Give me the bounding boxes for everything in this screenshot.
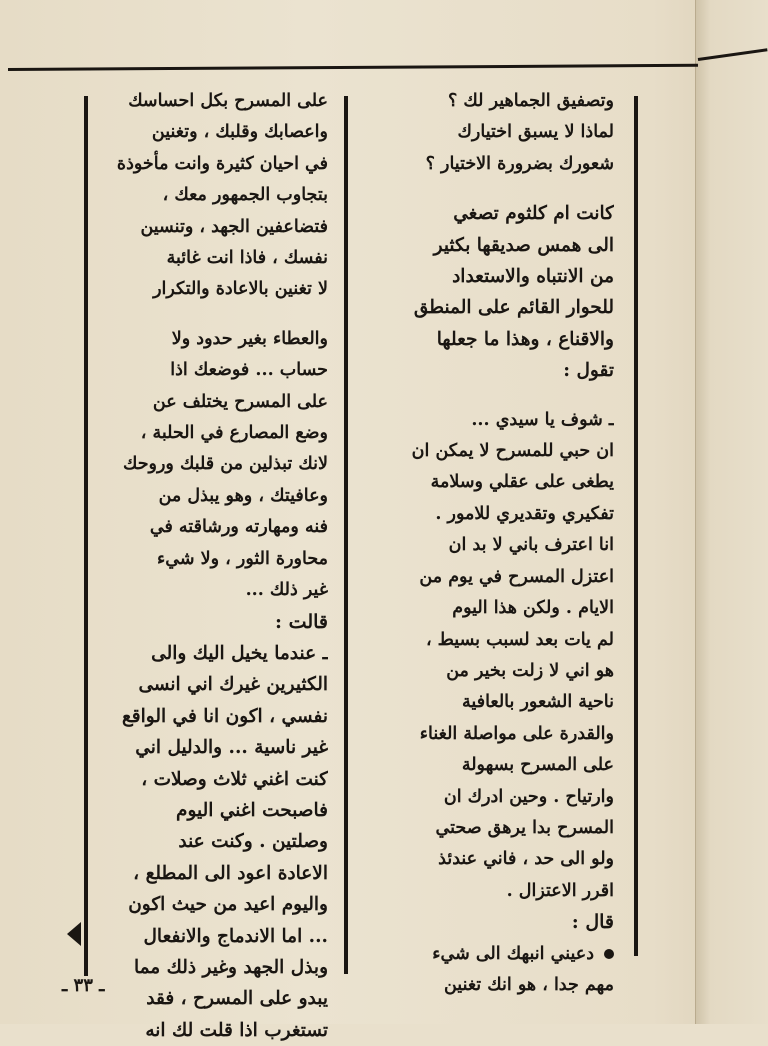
text-line: للحوار القائم على المنطق xyxy=(413,297,614,319)
text-line: ... اما الاندماج والانفعال xyxy=(143,925,328,947)
text-line: وضع المصارع في الحلبة ، xyxy=(140,423,328,444)
right-column xyxy=(368,86,614,1001)
text-line: من الانتباه والاستعداد xyxy=(452,266,614,288)
text-line: المسرح بدا يرهق صحتي xyxy=(435,817,614,838)
text-line: وصلتين . وكنت عند xyxy=(178,831,328,853)
text-line: فنه ومهارته ورشاقته في xyxy=(149,517,328,538)
text-line: دعيني انبهك الى شيء xyxy=(368,939,614,970)
text-line: بتجاوب الجمهور معك ، xyxy=(162,185,328,206)
text-line: والعطاء بغير حدود ولا xyxy=(171,328,328,349)
text-line: يبدو على المسرح ، فقد xyxy=(146,988,328,1010)
text-line: وتصفيق الجماهير لك ؟ xyxy=(448,91,614,111)
text-line: ان حبي للمسرح لا يمكن ان xyxy=(411,441,614,462)
text-line: وبذل الجهد وغير ذلك مما xyxy=(133,956,328,978)
left-column-rule xyxy=(84,96,88,976)
text-line: وعافيتك ، وهو يبذل من xyxy=(158,485,328,506)
text-line: ـ شوف يا سيدي ... xyxy=(471,409,614,430)
right-paragraph-3 xyxy=(368,405,614,908)
text-line: ولو الى حد ، فاني عندئذ xyxy=(438,849,614,870)
text-line: الكثيرين غيرك اني انسى xyxy=(138,674,328,696)
right-paragraph-2 xyxy=(368,198,614,386)
text-line: على المسرح يختلف عن xyxy=(152,391,328,412)
text-line: حساب ... فوضعك اذا xyxy=(170,360,328,381)
text-line: اعتزل المسرح في يوم من xyxy=(419,566,614,587)
text-line: تستغرب اذا قلت لك انه xyxy=(145,1019,328,1041)
left-paragraph-2 xyxy=(92,324,328,607)
said-label-female: قالت : xyxy=(275,610,328,633)
text-line: والاقناع ، وهذا ما جعلها xyxy=(436,328,614,350)
text-line: كانت ام كلثوم تصغي xyxy=(453,203,614,225)
text-line: الاعادة اعود الى المطلع ، xyxy=(133,862,328,884)
left-column xyxy=(92,86,328,1046)
left-paragraph-3 xyxy=(92,638,328,1046)
text-line: تقول : xyxy=(563,360,614,382)
text-line: نفسي ، اكون انا في الواقع xyxy=(121,705,328,727)
right-paragraph-1 xyxy=(368,86,614,180)
adjacent-page-edge xyxy=(695,0,768,1024)
center-column-rule xyxy=(344,96,348,974)
text-line: على المسرح بكل احساسك xyxy=(128,91,328,111)
text-line: محاورة الثور ، ولا شيء xyxy=(157,548,328,569)
text-line: واعصابك وقلبك ، وتغنين xyxy=(151,122,328,143)
right-column-rule xyxy=(634,96,638,956)
text-line: الى همس صديقها بكثير xyxy=(433,234,614,256)
text-line: لم يات بعد لسبب بسيط ، xyxy=(425,629,614,650)
text-line: تفكيري وتقديري للامور . xyxy=(435,503,614,524)
continue-arrow-icon xyxy=(67,922,81,946)
text-line: شعورك بضرورة الاختيار ؟ xyxy=(425,153,614,174)
text-line: ـ عندما يخيل اليك والى xyxy=(151,642,328,664)
text-line: غير ناسية ... والدليل اني xyxy=(135,737,328,759)
right-paragraph-4 xyxy=(368,939,614,1002)
text-line: اقرر الاعتزال . xyxy=(506,880,614,901)
text-line: والقدرة على مواصلة الغناء xyxy=(419,723,614,744)
page-number: ـ ٣٣ ـ xyxy=(62,975,105,996)
text-line: فتضاعفين الجهد ، وتنسين xyxy=(140,216,328,237)
text-line: مهم جدا ، هو انك تغنين xyxy=(443,974,614,995)
said-label-male: قال : xyxy=(571,911,614,934)
text-line: لانك تبذلين من قلبك وروحك xyxy=(122,454,328,475)
left-paragraph-1 xyxy=(92,86,328,306)
text-line: ناحية الشعور بالعافية xyxy=(462,692,614,713)
text-line: يطغى على عقلي وسلامة xyxy=(430,472,614,493)
text-line: هو اني لا زلت بخير من xyxy=(446,660,614,681)
text-line: انا اعترف باني لا بد ان xyxy=(448,535,614,556)
text-line: فاصبحت اغني اليوم xyxy=(176,799,328,821)
text-line: في احيان كثيرة وانت مأخوذة xyxy=(116,153,328,174)
text-line: على المسرح بسهولة xyxy=(461,755,614,776)
bullet-icon xyxy=(604,949,614,959)
text-line: نفسك ، فاذا انت غائبة xyxy=(166,248,328,269)
text-line: غير ذلك ... xyxy=(245,580,328,601)
text-line: لا تغنين بالاعادة والتكرار xyxy=(153,279,328,300)
text-line: كنت اغني ثلاث وصلات ، xyxy=(141,768,328,790)
text-line: لماذا لا يسبق اختيارك xyxy=(457,122,614,143)
text-line: الايام . ولكن هذا اليوم xyxy=(452,598,614,619)
text-line: وارتياح . وحين ادرك ان xyxy=(443,786,614,807)
text-line: واليوم اعيد من حيث اكون xyxy=(128,894,328,916)
